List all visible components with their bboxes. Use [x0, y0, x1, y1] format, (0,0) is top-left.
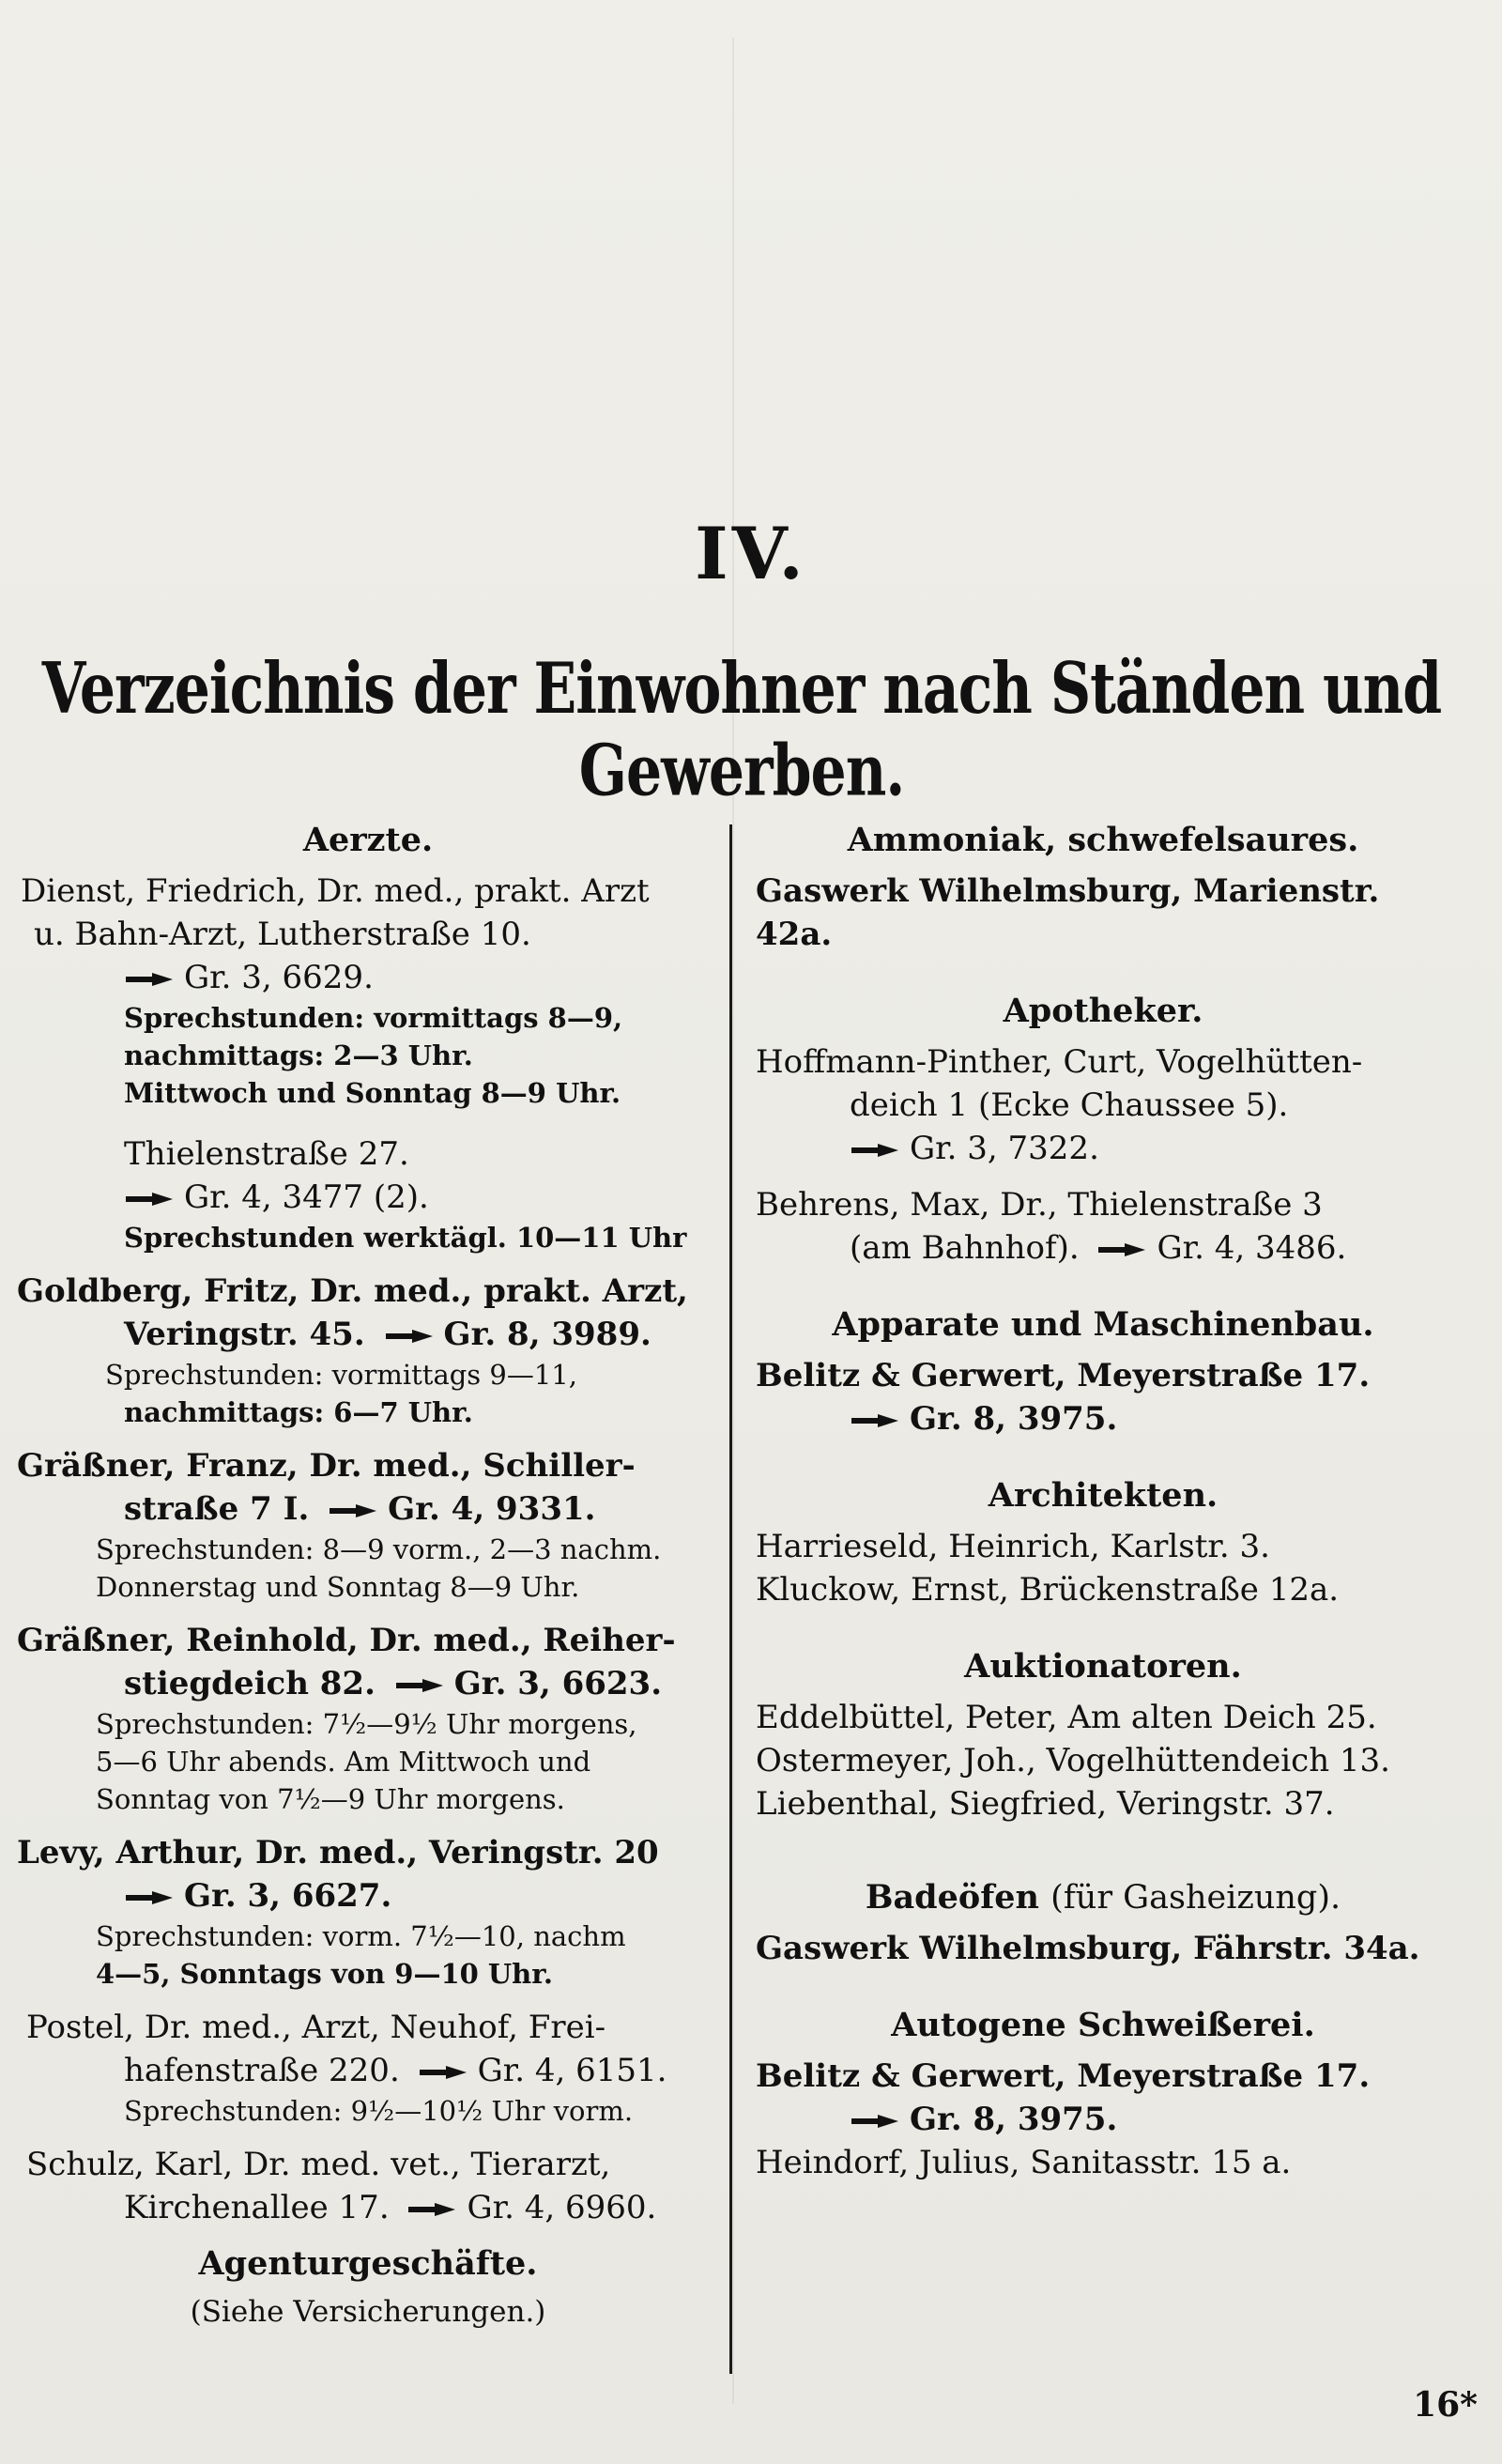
entry-gaswerk-ammoniak — [756, 870, 1450, 956]
office-hours: Sprechstunden: 8—9 vorm., 2—3 nachm. — [96, 1533, 662, 1565]
phone-line — [756, 1127, 1450, 1170]
section-heading-apotheker: Apotheker. — [1003, 992, 1203, 1030]
page-title: Verzeichnis der Einwohner nach Ständen und Gewerben. — [41, 648, 1442, 812]
page-number: 16* — [1413, 2385, 1478, 2425]
phone-line — [21, 1176, 715, 1219]
entry-line: Gaswerk Wilhelmsburg, Marienstr. 42a. — [756, 872, 1380, 953]
phone-number: Gr. 3, 6623. — [453, 1665, 663, 1702]
entry-schulz — [21, 2143, 715, 2229]
entry-line — [21, 1662, 715, 1705]
section-heading-autogene: Autogene Schweißerei. — [891, 2006, 1315, 2044]
entry-auktionatoren — [756, 1696, 1450, 1825]
phone-number: Gr. 4, 9331. — [388, 1490, 596, 1528]
phone-number: Gr. 4, 3486. — [1157, 1229, 1347, 1267]
phone-number: Gr. 4, 6960. — [467, 2189, 657, 2226]
entry-line: Hoffmann-Pinther, Curt, Vogelhütten- — [756, 1043, 1363, 1081]
entry-line: Schulz, Karl, Dr. med. vet., Tierarzt, — [26, 2146, 611, 2183]
entry-gaswerk-badeoefen — [756, 1927, 1450, 1970]
column-divider — [729, 824, 732, 2374]
entry-goldberg — [17, 1270, 715, 1431]
cross-reference: (Siehe Versicherungen.) — [190, 2295, 546, 2329]
entry-line: Gaswerk Wilhelmsburg, Fährstr. 34a. — [756, 1930, 1420, 1967]
phone-number: Gr. 3, 7322. — [910, 1130, 1099, 1167]
entry-line: Liebenthal, Siegfried, Veringstr. 37. — [756, 1785, 1335, 1823]
entry-line: deich 1 (Ecke Chaussee 5). — [850, 1086, 1289, 1124]
entry-behrens — [756, 1183, 1450, 1270]
phone-number: Gr. 8, 3989. — [443, 1316, 651, 1353]
telephone-hand-icon — [850, 2098, 900, 2141]
phone-number: Gr. 4, 3477 (2). — [184, 1178, 429, 1216]
phone-number: Gr. 8, 3975. — [910, 2101, 1118, 2138]
section-heading-aerzte: Aerzte. — [302, 821, 434, 859]
phone-line — [756, 1397, 1450, 1440]
office-hours: Sonntag von 7½—9 Uhr morgens. — [96, 1783, 565, 1815]
left-column — [17, 819, 715, 2331]
section-heading-auktionatoren: Auktionatoren. — [964, 1647, 1242, 1686]
address: (am Bahnhof). — [850, 1229, 1080, 1267]
entry-belitz-gerwert — [756, 1354, 1450, 1440]
phone-number: Gr. 3, 6627. — [184, 1877, 392, 1915]
address: hafenstraße 220. — [124, 2052, 400, 2089]
entry-line: Goldberg, Fritz, Dr. med., prakt. Arzt, — [17, 1272, 688, 1310]
phone-number: Gr. 4, 6151. — [477, 2052, 667, 2089]
telephone-hand-icon — [406, 2186, 457, 2229]
section-heading-ammoniak: Ammoniak, schwefelsaures. — [847, 821, 1359, 859]
entry-dienst — [21, 870, 715, 1256]
entry-line: Belitz & Gerwert, Meyerstraße 17. — [756, 2057, 1371, 2095]
phone-line — [756, 2098, 1450, 2141]
entry-line: Eddelbüttel, Peter, Am alten Deich 25. — [756, 1699, 1377, 1736]
entry-line: Thielenstraße 27. — [124, 1135, 409, 1173]
address: stiegdeich 82. — [124, 1665, 376, 1702]
telephone-hand-icon — [394, 1662, 445, 1705]
section-heading-agentur: Agenturgeschäfte. — [198, 2244, 538, 2283]
office-hours: Mittwoch und Sonntag 8—9 Uhr. — [124, 1077, 621, 1109]
section-heading-apparate: Apparate und Maschinenbau. — [832, 1305, 1374, 1344]
section-numeral: IV. — [695, 512, 807, 595]
entry-postel — [21, 2006, 715, 2130]
telephone-hand-icon — [850, 1127, 900, 1170]
entry-line: Belitz & Gerwert, Meyerstraße 17. — [756, 1357, 1371, 1394]
office-hours: Sprechstunden: 7½—9½ Uhr morgens, — [96, 1708, 637, 1740]
telephone-hand-icon — [1096, 1226, 1147, 1270]
telephone-hand-icon — [124, 956, 175, 999]
telephone-hand-icon — [124, 1874, 175, 1917]
entry-line: Kluckow, Ernst, Brückenstraße 12a. — [756, 1571, 1340, 1609]
office-hours: 5—6 Uhr abends. Am Mittwoch und — [96, 1746, 591, 1778]
office-hours: Sprechstunden werktägl. 10—11 Uhr — [124, 1222, 687, 1254]
phone-number: Gr. 8, 3975. — [910, 1400, 1118, 1438]
entry-graessner-franz — [17, 1444, 715, 1606]
phone-line — [21, 1874, 715, 1917]
telephone-hand-icon — [124, 1176, 175, 1219]
telephone-hand-icon — [328, 1487, 378, 1531]
entry-architekten — [756, 1525, 1450, 1611]
office-hours: Donnerstag und Sonntag 8—9 Uhr. — [96, 1571, 580, 1603]
office-hours: 4—5, Sonntags von 9—10 Uhr. — [96, 1958, 553, 1990]
entry-levy — [17, 1831, 715, 1993]
section-heading-badeoefen — [756, 1876, 1450, 1919]
telephone-hand-icon — [850, 1397, 900, 1440]
telephone-hand-icon — [418, 2049, 468, 2092]
entry-line — [21, 2186, 715, 2229]
office-hours: Sprechstunden: 9½—10½ Uhr vorm. — [124, 2095, 634, 2127]
entry-line: Dienst, Friedrich, Dr. med., prakt. Arzt — [21, 872, 650, 910]
phone-line — [21, 956, 715, 999]
entry-line: Harrieseld, Heinrich, Karlstr. 3. — [756, 1528, 1270, 1565]
section-heading-architekten: Architekten. — [988, 1476, 1218, 1515]
office-hours: nachmittags: 6—7 Uhr. — [124, 1396, 473, 1428]
entry-line: u. Bahn-Arzt, Lutherstraße 10. — [34, 916, 531, 953]
heading-subtext: (für Gasheizung). — [1050, 1879, 1341, 1917]
entry-line: Heindorf, Julius, Sanitasstr. 15 a. — [756, 2144, 1292, 2181]
entry-line — [21, 1487, 715, 1531]
telephone-hand-icon — [384, 1313, 435, 1356]
entry-line — [21, 1313, 715, 1356]
entry-hoffmann-pinther — [756, 1040, 1450, 1170]
entry-line: Gräßner, Franz, Dr. med., Schiller- — [17, 1447, 636, 1485]
entry-line — [21, 2049, 715, 2092]
office-hours: Sprechstunden: vormittags 9—11, — [105, 1359, 577, 1391]
entry-line — [756, 1226, 1450, 1270]
entry-line: Gräßner, Reinhold, Dr. med., Reiher- — [17, 1622, 676, 1659]
entry-line: Levy, Arthur, Dr. med., Veringstr. 20 — [17, 1834, 659, 1871]
entry-line: Behrens, Max, Dr., Thielenstraße 3 — [756, 1186, 1323, 1224]
office-hours: nachmittags: 2—3 Uhr. — [124, 1040, 473, 1071]
entry-belitz-gerwert-2 — [756, 2055, 1450, 2184]
heading-text: Badeöfen — [865, 1878, 1039, 1917]
entry-line: Postel, Dr. med., Arzt, Neuhof, Frei- — [26, 2009, 606, 2046]
bleed-through-rule — [732, 38, 734, 2404]
entry-graessner-reinhold — [17, 1619, 715, 1818]
address: straße 7 I. — [124, 1490, 310, 1528]
address: Kirchenallee 17. — [124, 2189, 390, 2226]
entry-line: Ostermeyer, Joh., Vogelhüttendeich 13. — [756, 1742, 1390, 1779]
phone-number: Gr. 3, 6629. — [184, 959, 374, 996]
address: Veringstr. 45. — [124, 1316, 365, 1353]
right-column — [756, 819, 1450, 2197]
office-hours: Sprechstunden: vorm. 7½—10, nachm — [96, 1920, 626, 1952]
office-hours: Sprechstunden: vormittags 8—9, — [124, 1002, 623, 1034]
